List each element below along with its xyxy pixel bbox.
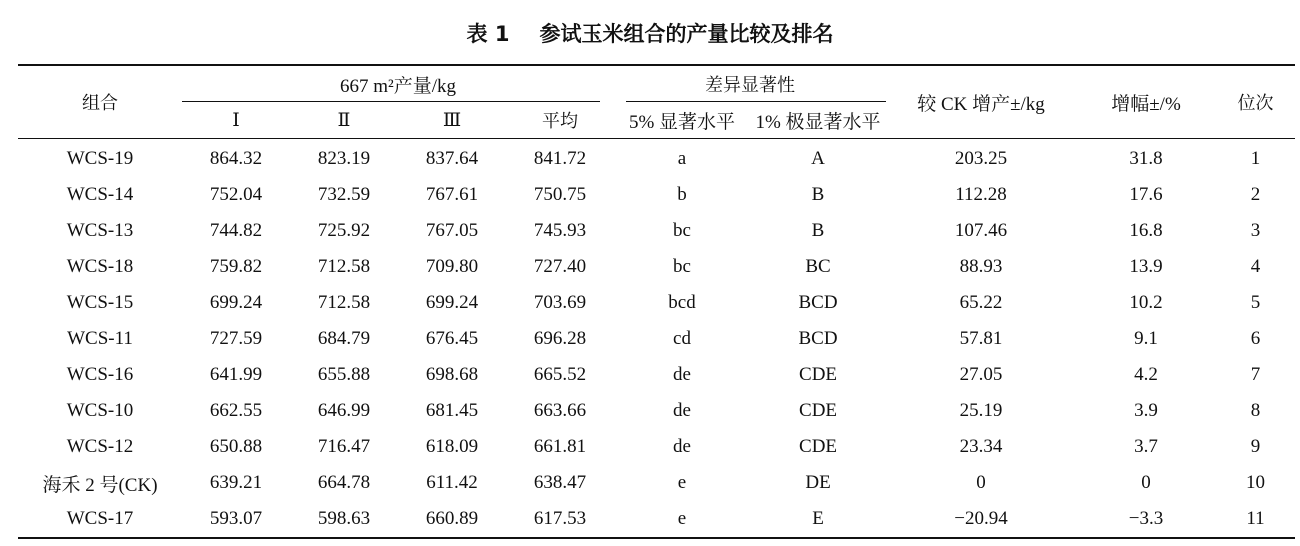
- cell-rep2: 732.59: [317, 184, 371, 205]
- cell-rank: 8: [1250, 400, 1261, 421]
- cell-rep1: 593.07: [209, 508, 263, 529]
- cell-rep2: 712.58: [317, 292, 371, 313]
- cell-increase: 27.05: [959, 364, 1003, 385]
- cell-rep2: 598.63: [317, 508, 371, 529]
- cell-sig5: e: [677, 508, 687, 529]
- cell-rep1: 864.32: [209, 148, 263, 169]
- cell-increase: 25.19: [959, 400, 1003, 421]
- cell-rank: 3: [1250, 220, 1261, 241]
- table-row: [18, 465, 1295, 501]
- cell-increase: 107.46: [954, 220, 1008, 241]
- cell-increase: 203.25: [954, 148, 1008, 169]
- cell-sig1: B: [811, 220, 825, 241]
- cell-combo: WCS-16: [66, 364, 134, 385]
- cell-avg: 661.81: [533, 436, 587, 457]
- cell-avg: 727.40: [533, 256, 587, 277]
- cell-increase: −20.94: [954, 508, 1008, 529]
- cell-avg: 665.52: [533, 364, 587, 385]
- cell-sig5: cd: [673, 328, 691, 349]
- cell-sig5: de: [673, 436, 691, 457]
- cell-sig1: CDE: [799, 436, 838, 457]
- cell-rate: 3.9: [1134, 400, 1158, 421]
- cell-rank: 4: [1250, 256, 1261, 277]
- cell-rep1: 641.99: [209, 364, 263, 385]
- cell-rank: 9: [1250, 436, 1261, 457]
- header-sig1: 1% 极显著水平: [750, 102, 886, 139]
- table-row: [18, 213, 1295, 249]
- cell-rep3: 676.45: [425, 328, 479, 349]
- cell-rep2: 725.92: [317, 220, 371, 241]
- cell-rank: 6: [1250, 328, 1261, 349]
- table-row: [18, 429, 1295, 465]
- cell-avg: 696.28: [533, 328, 587, 349]
- cell-rate: 3.7: [1134, 436, 1158, 457]
- table-body: [18, 139, 1295, 539]
- cell-combo: WCS-17: [66, 508, 134, 529]
- cell-rate: 31.8: [1129, 148, 1163, 169]
- cell-sig1: BCD: [798, 292, 838, 313]
- cell-rep2: 716.47: [317, 436, 371, 457]
- cell-combo: WCS-12: [66, 436, 134, 457]
- cell-rep1: 662.55: [209, 400, 263, 421]
- cell-sig1: BC: [805, 256, 831, 277]
- cell-combo: WCS-14: [66, 184, 134, 205]
- table-caption: [0, 18, 1300, 48]
- cell-rank: 7: [1250, 364, 1261, 385]
- cell-sig1: CDE: [799, 364, 838, 385]
- cell-rep3: 681.45: [425, 400, 479, 421]
- cell-rep2: 664.78: [317, 472, 371, 493]
- cell-avg: 745.93: [533, 220, 587, 241]
- cell-combo: WCS-18: [66, 256, 134, 277]
- table-row: [18, 139, 1295, 178]
- cell-rep3: 618.09: [425, 436, 479, 457]
- header-rate: 增幅±/%: [1076, 65, 1216, 139]
- cell-rep3: 699.24: [425, 292, 479, 313]
- cell-avg: 663.66: [533, 400, 587, 421]
- cell-increase: 88.93: [959, 256, 1003, 277]
- table-row: [18, 321, 1295, 357]
- cell-avg: 638.47: [533, 472, 587, 493]
- cell-increase: 112.28: [955, 184, 1007, 205]
- header-diff-group: 差异显著性: [614, 65, 886, 102]
- cell-sig1: B: [811, 184, 825, 205]
- header-sig5: 5% 显著水平: [614, 102, 750, 139]
- table-row: [18, 177, 1295, 213]
- header-rep2: Ⅱ: [290, 102, 398, 139]
- cell-rate: 4.2: [1134, 364, 1158, 385]
- cell-combo: WCS-10: [66, 400, 134, 421]
- cell-sig1: CDE: [799, 400, 838, 421]
- table-row: [18, 357, 1295, 393]
- cell-sig5: de: [673, 364, 691, 385]
- cell-sig5: a: [677, 148, 687, 169]
- cell-sig5: bc: [673, 256, 691, 277]
- cell-rank: 5: [1250, 292, 1261, 313]
- cell-sig5: bc: [673, 220, 691, 241]
- cell-combo: WCS-11: [67, 328, 133, 349]
- cell-rep1: 699.24: [209, 292, 263, 313]
- cell-rate: −3.3: [1128, 508, 1164, 529]
- cell-rate: 9.1: [1134, 328, 1158, 349]
- cell-rep1: 650.88: [209, 436, 263, 457]
- cell-rep3: 698.68: [425, 364, 479, 385]
- table-row: [18, 249, 1295, 285]
- cell-sig5: b: [677, 184, 687, 205]
- cell-sig1: A: [811, 148, 825, 169]
- table-row: [18, 285, 1295, 321]
- cell-avg: 703.69: [533, 292, 587, 313]
- header-yield-group: 667 m²产量/kg: [182, 65, 614, 102]
- cell-rate: 0: [1141, 472, 1151, 493]
- header-rep3: Ⅲ: [398, 102, 506, 139]
- cell-rate: 17.6: [1129, 184, 1163, 205]
- cell-rank: 10: [1246, 472, 1266, 493]
- cell-avg: 750.75: [533, 184, 587, 205]
- table-number: 表 1: [466, 22, 510, 46]
- cell-combo: WCS-13: [66, 220, 134, 241]
- cell-avg: 617.53: [533, 508, 587, 529]
- cell-rep1: 639.21: [209, 472, 263, 493]
- header-rep1: Ⅰ: [182, 102, 290, 139]
- cell-increase: 57.81: [959, 328, 1003, 349]
- cell-rep2: 712.58: [317, 256, 371, 277]
- table-title: 参试玉米组合的产量比较及排名: [539, 22, 834, 46]
- cell-rate: 10.2: [1129, 292, 1163, 313]
- header-rank: 位次: [1216, 65, 1295, 139]
- header-increase: 较 CK 增产±/kg: [886, 65, 1076, 139]
- cell-rep1: 759.82: [209, 256, 263, 277]
- cell-sig5: e: [677, 472, 687, 493]
- cell-rep3: 837.64: [425, 148, 479, 169]
- cell-rate: 13.9: [1129, 256, 1163, 277]
- cell-rep3: 767.05: [425, 220, 479, 241]
- cell-rank: 1: [1250, 148, 1261, 169]
- cell-rep3: 660.89: [425, 508, 479, 529]
- cell-avg: 841.72: [533, 148, 587, 169]
- cell-rank: 11: [1246, 508, 1265, 529]
- cell-rep1: 752.04: [209, 184, 263, 205]
- cell-increase: 65.22: [959, 292, 1003, 313]
- cell-increase: 0: [976, 472, 986, 493]
- cell-rep3: 709.80: [425, 256, 479, 277]
- table-row: [18, 501, 1295, 538]
- cell-sig1: BCD: [798, 328, 838, 349]
- cell-rep2: 646.99: [317, 400, 371, 421]
- table-row: [18, 393, 1295, 429]
- cell-rep3: 767.61: [425, 184, 479, 205]
- cell-rep3: 611.42: [426, 472, 478, 493]
- cell-rep2: 655.88: [317, 364, 371, 385]
- cell-increase: 23.34: [959, 436, 1003, 457]
- cell-rate: 16.8: [1129, 220, 1163, 241]
- cell-sig1: DE: [805, 472, 831, 493]
- cell-sig1: E: [812, 508, 824, 529]
- cell-rep2: 823.19: [317, 148, 371, 169]
- header-combo: 组合: [18, 65, 182, 139]
- cell-rank: 2: [1250, 184, 1261, 205]
- yield-table: [18, 64, 1295, 539]
- cell-sig5: bcd: [668, 292, 696, 313]
- cell-sig5: de: [673, 400, 691, 421]
- cell-rep1: 744.82: [209, 220, 263, 241]
- cell-rep2: 684.79: [317, 328, 371, 349]
- header-avg: 平均: [506, 102, 614, 139]
- cell-combo: WCS-15: [66, 292, 134, 313]
- cell-rep1: 727.59: [209, 328, 263, 349]
- cell-combo: WCS-19: [66, 148, 134, 169]
- cell-combo: 海禾 2 号(CK): [42, 474, 158, 496]
